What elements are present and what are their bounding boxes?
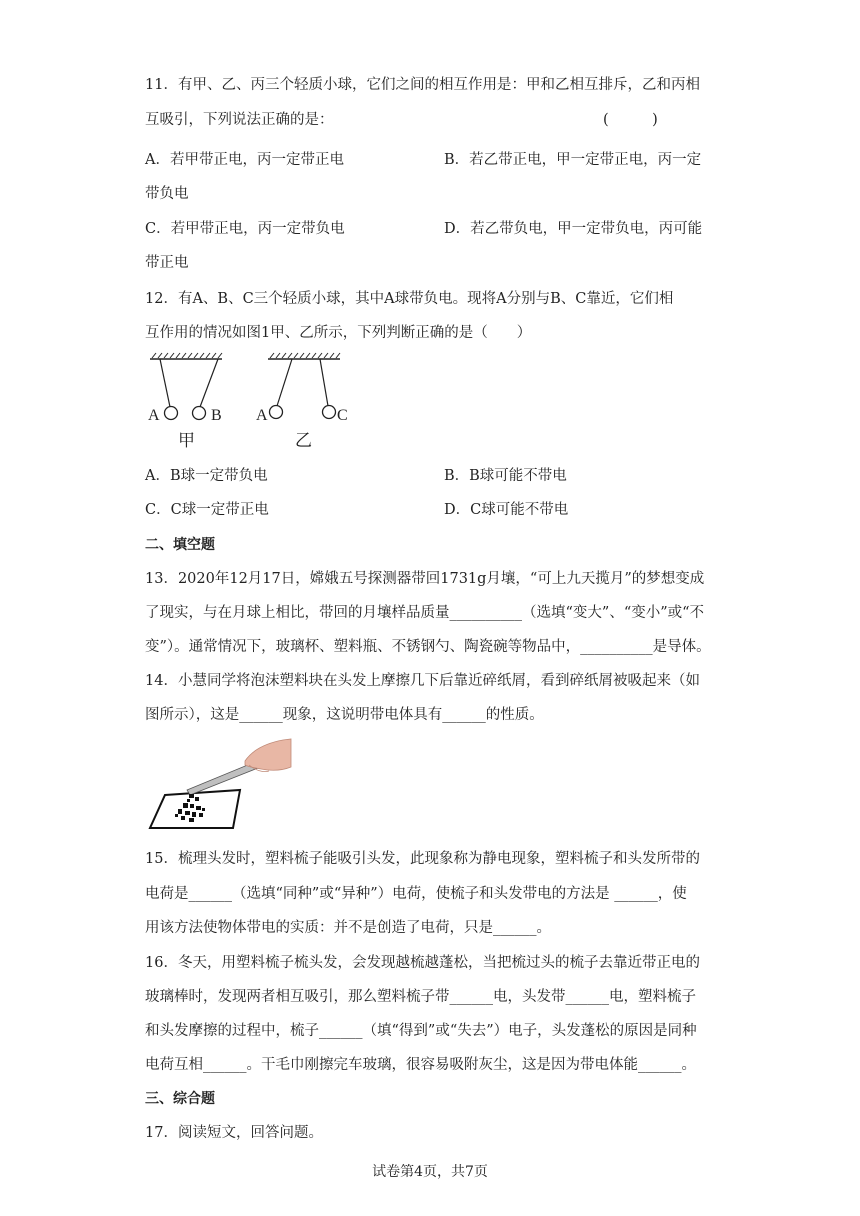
ceiling-right bbox=[268, 353, 340, 359]
q11-option-d-line2: 带正电 bbox=[145, 255, 189, 271]
q16-line3: 和头发摩擦的过程中，梳子______（填“得到”或“失去”）电子，头发蓬松的原因是同种 bbox=[145, 1023, 697, 1039]
ball-a-left bbox=[165, 407, 178, 420]
label-b: B bbox=[211, 407, 222, 424]
section-heading-fill-in: 二、填空题 bbox=[145, 537, 215, 553]
ball-b bbox=[193, 407, 206, 420]
ceiling-left bbox=[150, 353, 222, 359]
q11-answer-paren: ( ) bbox=[603, 112, 658, 128]
paper-sheet bbox=[150, 790, 240, 828]
q12-option-a: A．B球一定带负电 bbox=[145, 468, 268, 484]
thread-right-c bbox=[320, 359, 328, 406]
foam-rod bbox=[187, 762, 258, 795]
static-attraction-figure bbox=[145, 737, 295, 832]
q15-line2: 电荷是______（选填“同种”或“异种”）电荷，使梳子和头发带电的方法是 ______，使 bbox=[145, 886, 687, 902]
q14-line1: 14．小慧同学将泡沫塑料块在头发上摩擦几下后靠近碎纸屑，看到碎纸屑被吸起来（如 bbox=[145, 673, 700, 689]
q13-line3: 变”）。通常情况下，玻璃杯、塑料瓶、不锈钢勺、陶瓷碗等物品中，__________是导体。 bbox=[145, 639, 711, 655]
caption-jia: 甲 bbox=[178, 431, 195, 451]
q11-stem-line1: 11．有甲、乙、丙三个轻质小球，它们之间的相互作用是：甲和乙相互排斥，乙和丙相 bbox=[145, 77, 700, 93]
q13-line2: 了现实，与在月球上相比，带回的月壤样品质量__________（选填“变大”、“变小”或“不 bbox=[145, 605, 705, 621]
q12-stem-line2: 互作用的情况如图1甲、乙所示，下列判断正确的是（ ） bbox=[145, 325, 532, 341]
q16-line4: 电荷互相______。干毛巾刚擦完车玻璃，很容易吸附灰尘，这是因为带电体能______。 bbox=[145, 1057, 696, 1073]
pith-ball-figure bbox=[140, 350, 370, 455]
thread-left-b bbox=[200, 359, 218, 407]
q11-option-c: C．若甲带正电，丙一定带负电 bbox=[145, 221, 345, 237]
q16-line1: 16．冬天，用塑料梳子梳头发，会发现越梳越蓬松，当把梳过头的梳子去靠近带正电的 bbox=[145, 955, 700, 971]
q16-line2: 玻璃棒时，发现两者相互吸引，那么塑料梳子带______电，头发带______电，塑料梳子 bbox=[145, 989, 696, 1005]
q12-option-b: B．B球可能不带电 bbox=[444, 468, 567, 484]
q11-option-a: A．若甲带正电，丙一定带正电 bbox=[145, 152, 344, 168]
q13-line1: 13．2020年12月17日，嫦娥五号探测器带回1731g月壤，“可上九天揽月”的梦想变成 bbox=[145, 571, 705, 587]
label-a-right: A bbox=[256, 407, 268, 424]
q12-stem-line1: 12．有A、B、C三个轻质小球，其中A球带负电。现将A分别与B、C靠近，它们相 bbox=[145, 291, 674, 307]
label-a-left: A bbox=[148, 407, 160, 424]
thread-left-a bbox=[160, 359, 170, 407]
q11-option-b-line1: B．若乙带正电，甲一定带正电，丙一定 bbox=[444, 152, 702, 168]
q11-option-d-line1: D．若乙带负电，甲一定带负电，丙可能 bbox=[444, 221, 703, 237]
q14-line2: 图所示），这是______现象，这说明带电体具有______的性质。 bbox=[145, 707, 544, 723]
thread-right-a bbox=[277, 359, 292, 406]
caption-yi: 乙 bbox=[295, 431, 312, 451]
q12-option-d: D．C球可能不带电 bbox=[444, 502, 569, 518]
q11-stem-line2: 互吸引，下列说法正确的是： bbox=[145, 112, 334, 128]
q15-line1: 15．梳理头发时，塑料梳子能吸引头发，此现象称为静电现象，塑料梳子和头发所带的 bbox=[145, 851, 700, 867]
label-c: C bbox=[337, 407, 348, 424]
q15-line3: 用该方法使物体带电的实质：并不是创造了电荷，只是______。 bbox=[145, 920, 551, 936]
q11-option-b-line2: 带负电 bbox=[145, 186, 189, 202]
hand-icon bbox=[245, 739, 291, 770]
ball-a-right bbox=[270, 406, 283, 419]
page-footer: 试卷第4页，共7页 bbox=[372, 1164, 488, 1180]
q17-line1: 17．阅读短文，回答问题。 bbox=[145, 1125, 323, 1141]
ball-c bbox=[323, 406, 336, 419]
q12-option-c: C．C球一定带正电 bbox=[145, 502, 269, 518]
section-heading-comprehensive: 三、综合题 bbox=[145, 1091, 215, 1107]
